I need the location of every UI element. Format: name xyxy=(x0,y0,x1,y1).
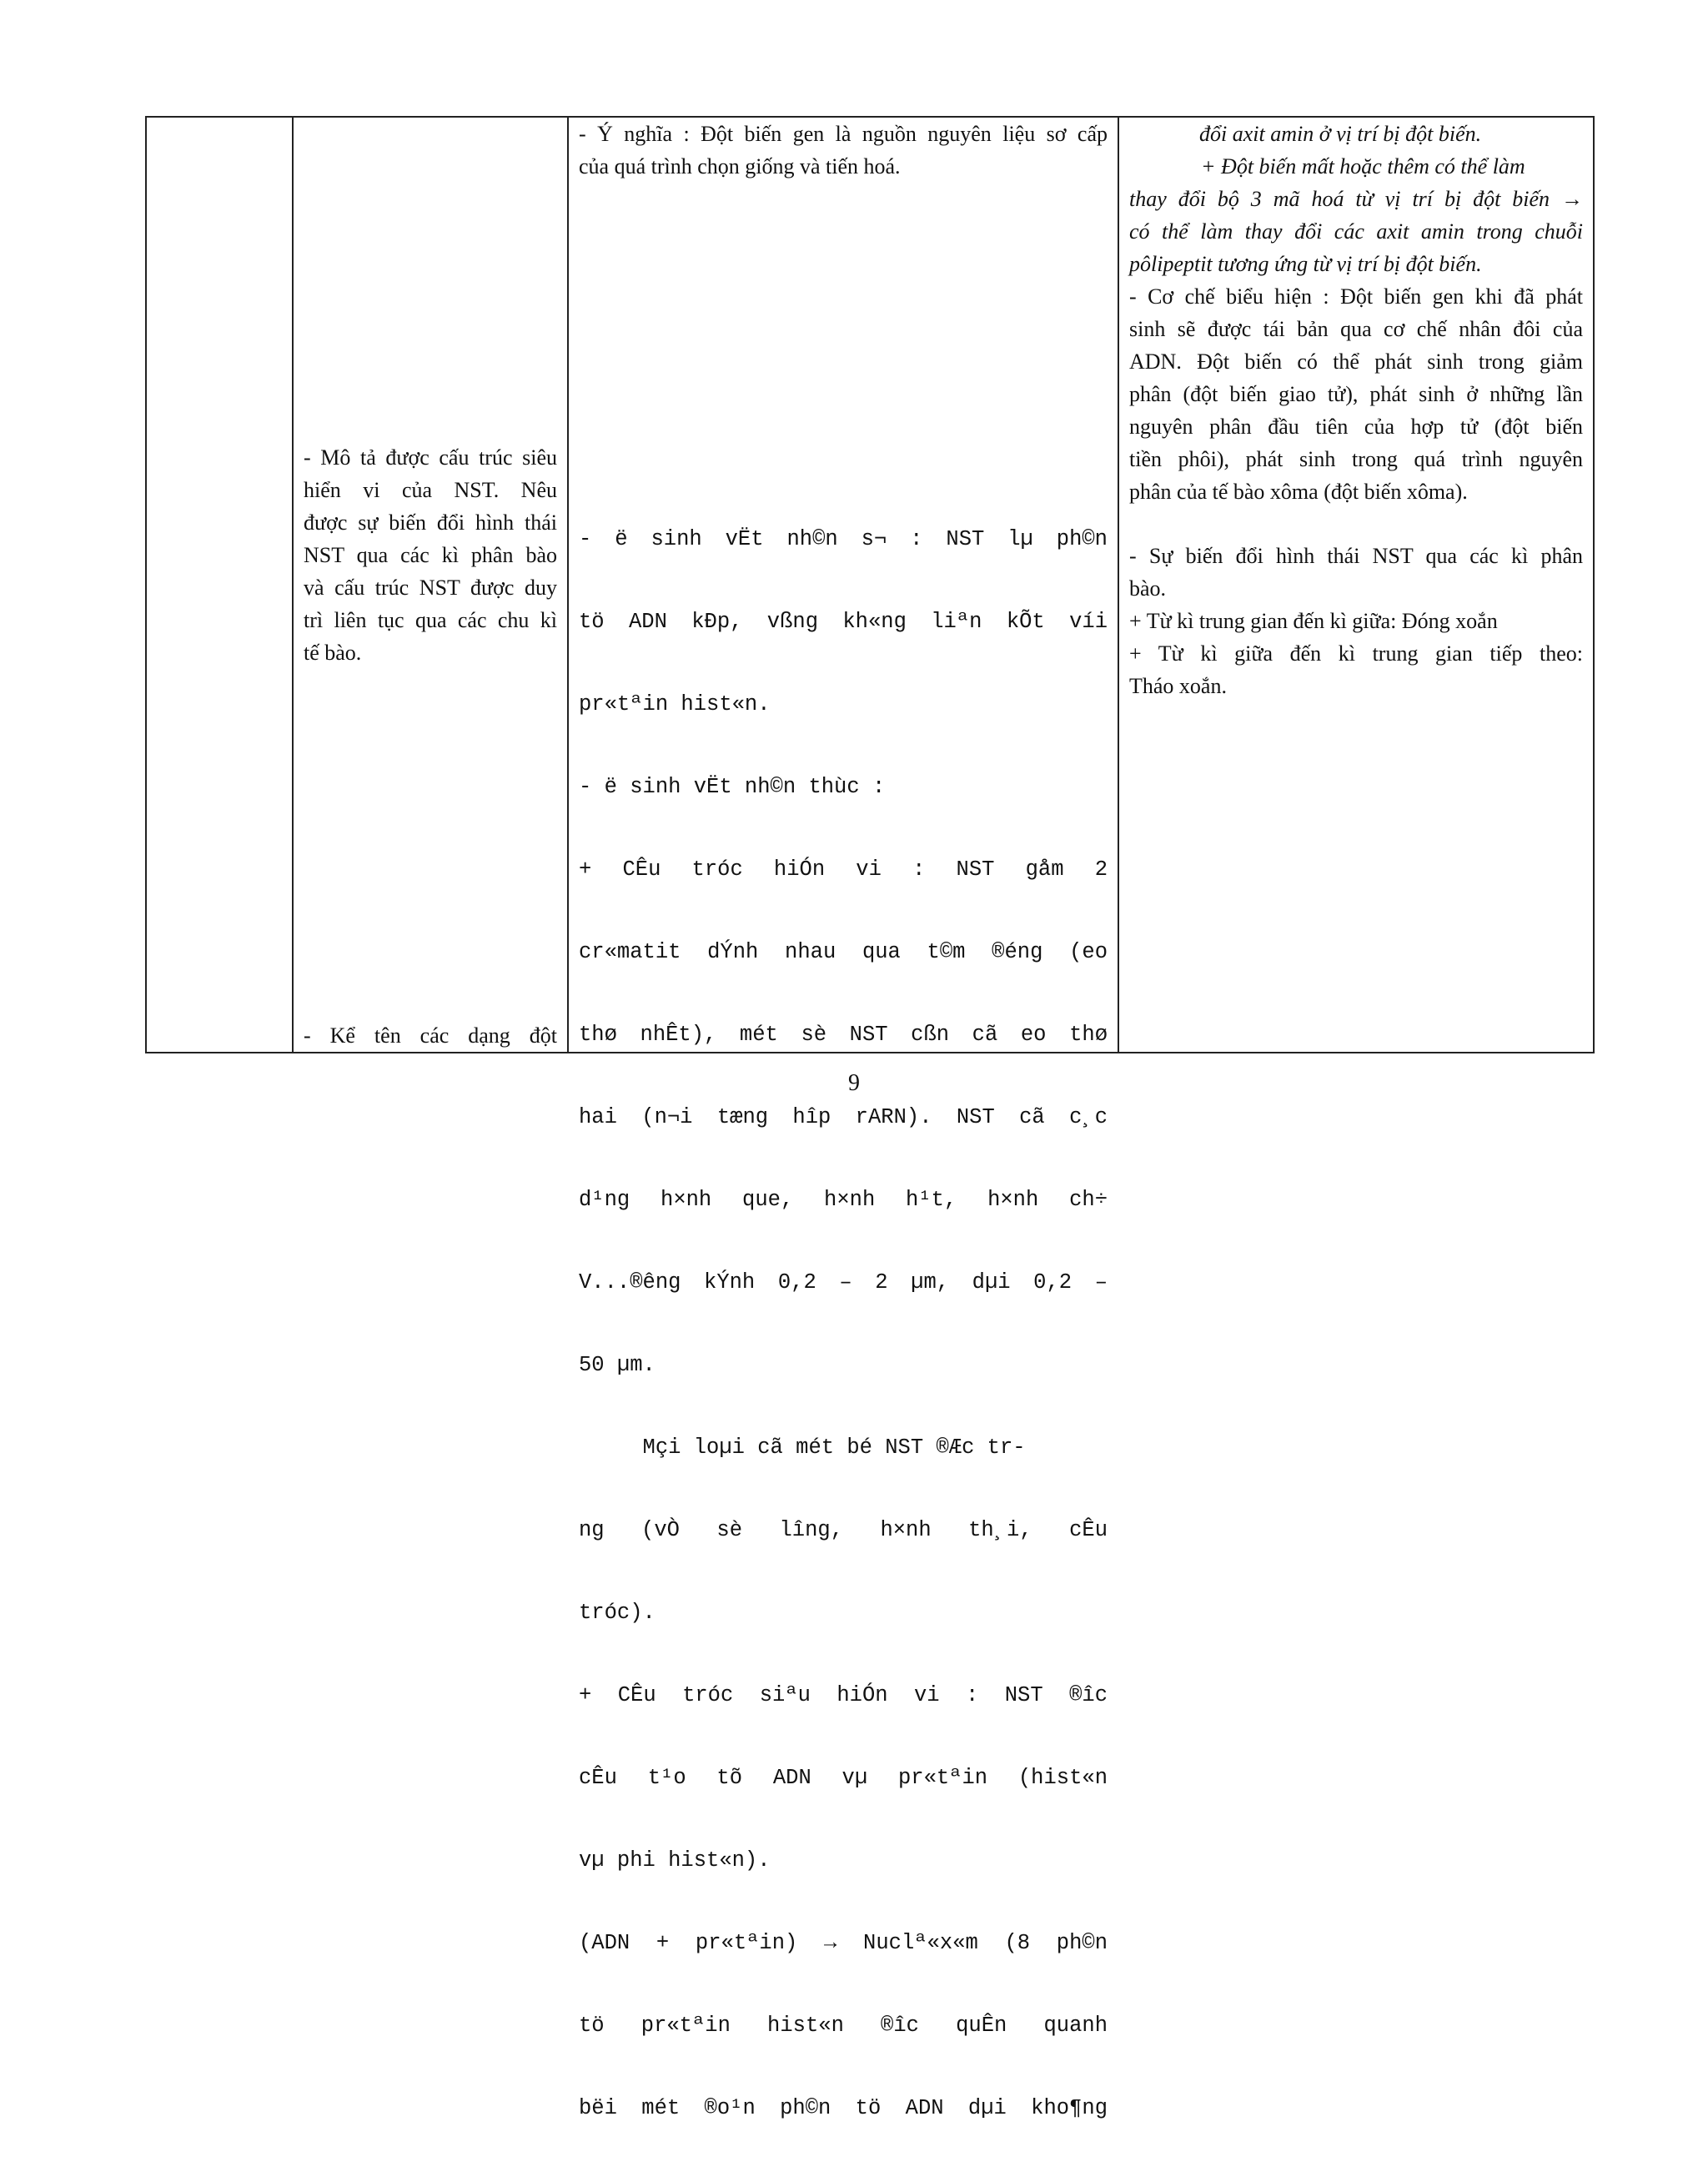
text-line: Tháo xoắn. xyxy=(1129,674,1227,698)
objective-cell xyxy=(293,117,568,1053)
table-row xyxy=(146,117,1594,1053)
meaning-block xyxy=(579,118,1108,183)
text-line: - Kể tên các dạng đột xyxy=(304,1023,557,1048)
page-number: 9 xyxy=(848,1070,860,1096)
text-line: - Cơ chế biểu hiện : Đột biến gen khi đã phát xyxy=(1129,284,1583,309)
text-line: ADN. Đột biến có thể phát sinh trong giảm xyxy=(1129,349,1583,374)
text-line: + CÊu tróc siªu hiÓn vi : NST ®îc xyxy=(579,1683,1108,1707)
text-line: sinh sẽ được tái bản qua cơ chế nhân đôi của xyxy=(1129,317,1583,341)
content-table xyxy=(145,116,1595,2120)
text-line: bào. xyxy=(1129,576,1167,601)
text-line: cr«matit dÝnh nhau qua t©m ®éng (eo xyxy=(579,940,1108,964)
text-line: vµ phi hist«n). xyxy=(579,1848,771,1873)
text-line: Mçi loµi cã mét bé NST ®Æc tr- xyxy=(579,1435,1026,1460)
text-line: phân của tế bào xôma (đột biến xôma). xyxy=(1129,480,1468,504)
text-line: được sự biến đổi hình thái xyxy=(304,510,557,535)
text-line: đổi axit amin ở vị trí bị đột biến. xyxy=(1199,122,1482,146)
knowledge-cell xyxy=(568,117,1118,2120)
text-line: - ë sinh vËt nh©n thùc : xyxy=(579,775,886,799)
text-line: tö pr«tªin hist«n ®îc quÊn quanh xyxy=(579,2014,1108,2038)
text-line: d¹ng h×nh que, h×nh h¹t, h×nh ch÷ xyxy=(579,1188,1108,1212)
text-line: trì liên tục qua các chu kì xyxy=(304,608,557,632)
text-line: V...®êng kÝnh 0,2 – 2 µm, dµi 0,2 – xyxy=(579,1270,1108,1295)
text-line: phân (đột biến giao tử), phát sinh ở những lần xyxy=(1129,382,1583,406)
morphology-block xyxy=(1129,540,1583,702)
text-line: + CÊu tróc hiÓn vi : NST gåm 2 xyxy=(579,857,1108,882)
text-line: - Ý nghĩa : Đột biến gen là nguồn nguyên liệu sơ cấp xyxy=(579,122,1108,146)
objective-block-mutation xyxy=(304,1019,557,1052)
text-line: thø nhÊt), mét sè NST cßn cã eo thø xyxy=(579,1023,1108,1047)
text-line: tế bào. xyxy=(304,641,362,665)
text-line: và cấu trúc NST được duy xyxy=(304,576,557,600)
mechanism-block xyxy=(1129,280,1583,508)
text-line: tiền phôi), phát sinh trong quá trình nguyên xyxy=(1129,447,1583,471)
text-line: tróc). xyxy=(579,1601,656,1625)
text-line: - ë sinh vËt nh©n s¬ : NST lµ ph©n xyxy=(579,527,1108,551)
text-line: thay đổi bộ 3 mã hoá từ vị trí bị đột biến → xyxy=(1129,187,1583,211)
nst-structure-block xyxy=(579,470,1108,2177)
text-line: hiển vi của NST. Nêu xyxy=(304,478,557,502)
text-line: hai (n¬i tæng hîp rARN). NST cã c¸c xyxy=(579,1105,1108,1129)
text-line: nguyên phân đầu tiên của hợp tử (đột biến xyxy=(1129,415,1583,439)
text-line: pr«tªin hist«n. xyxy=(579,692,771,716)
text-line: bëi mét ®o¹n ph©n tö ADN dµi kho¶ng xyxy=(579,2096,1108,2120)
text-line: + Từ kì trung gian đến kì giữa: Đóng xoắn xyxy=(1129,609,1498,633)
text-line: ng (vÒ sè lîng, h×nh th¸i, cÊu xyxy=(579,1518,1108,1542)
text-line: tö ADN kÐp, vßng kh«ng liªn kÕt víi xyxy=(579,610,1108,634)
detail-cell xyxy=(1118,117,1594,1053)
text-line: pôlipeptit tương ứng từ vị trí bị đột biến. xyxy=(1129,252,1482,276)
text-line: 50 µm. xyxy=(579,1353,656,1377)
topic-cell xyxy=(146,117,293,1053)
text-line: + Từ kì giữa đến kì trung gian tiếp theo: xyxy=(1129,641,1583,666)
text-line: của quá trình chọn giống và tiến hoá. xyxy=(579,154,901,178)
text-line: + Đột biến mất hoặc thêm có thể làm xyxy=(1201,154,1525,178)
text-line: NST qua các kì phân bào xyxy=(304,543,557,567)
text-line: có thể làm thay đổi các axit amin trong chuỗi xyxy=(1129,219,1583,244)
objective-block-structure xyxy=(304,441,557,669)
text-line: - Sự biến đổi hình thái NST qua các kì phân xyxy=(1129,544,1583,568)
text-line: (ADN + pr«tªin) → Nuclª«x«m (8 ph©n xyxy=(579,1931,1108,1955)
text-line: - Mô tả được cấu trúc siêu xyxy=(304,445,557,470)
text-line: cÊu t¹o tõ ADN vµ pr«tªin (hist«n xyxy=(579,1766,1108,1790)
mutation-effect-block xyxy=(1129,118,1583,280)
